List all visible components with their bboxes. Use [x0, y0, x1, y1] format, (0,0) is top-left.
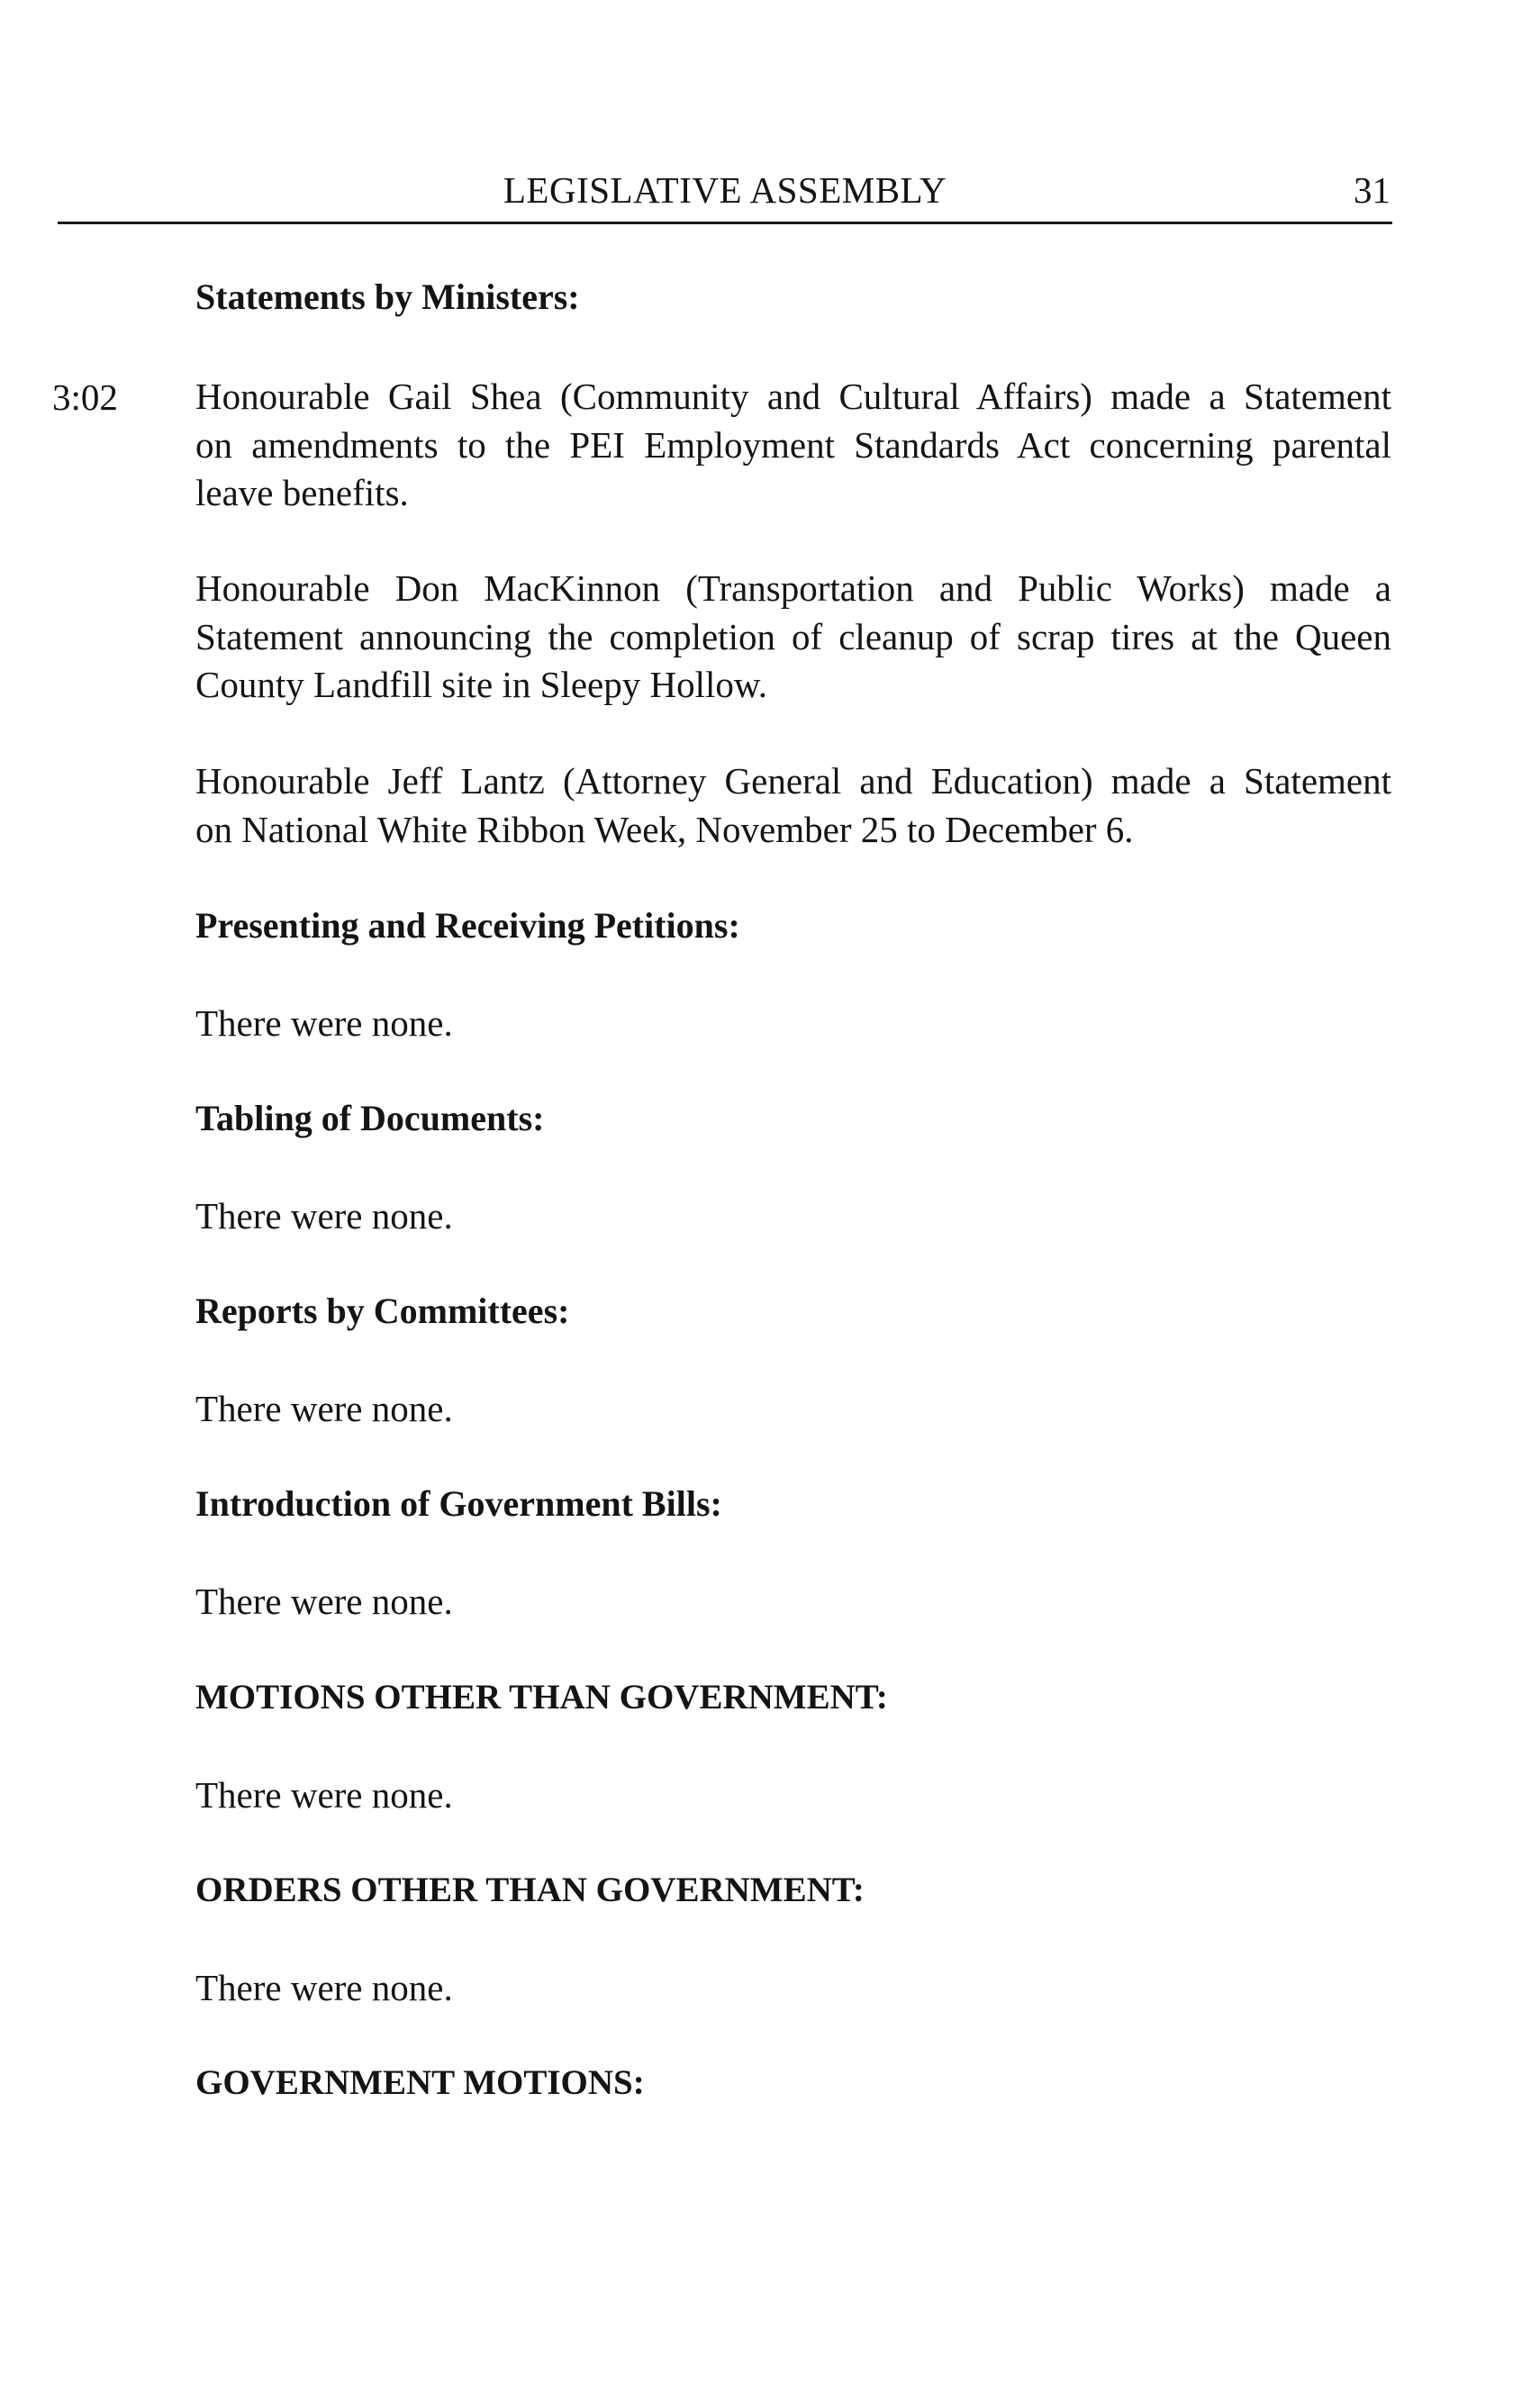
government-bills-text: There were none.: [195, 1581, 453, 1622]
documents-text: There were none.: [195, 1195, 453, 1237]
heading-government-bills: Introduction of Government Bills:: [195, 1483, 722, 1524]
heading-motions-other: MOTIONS OTHER THAN GOVERNMENT:: [195, 1678, 888, 1717]
heading-government-motions: GOVERNMENT MOTIONS:: [195, 2063, 645, 2102]
heading-statements-by-ministers: Statements by Ministers:: [195, 276, 580, 317]
paragraph-line: Honourable Don MacKinnon (Transportation and Public Works) made a: [195, 567, 1391, 609]
paragraph-line: Honourable Jeff Lantz (Attorney General and Education) made a Statement: [195, 760, 1391, 802]
paragraph-line: County Landfill site in Sleepy Hollow.: [195, 664, 768, 705]
paragraph-line: leave benefits.: [195, 472, 409, 513]
page-header-title: LEGISLATIVE ASSEMBLY: [503, 169, 947, 211]
orders-other-text: There were none.: [195, 1967, 453, 2008]
statement-paragraph: [195, 565, 1391, 710]
motions-other-text: There were none.: [195, 1774, 453, 1816]
heading-petitions: Presenting and Receiving Petitions:: [195, 905, 740, 946]
heading-tabling-documents: Tabling of Documents:: [195, 1098, 545, 1138]
page-header: [58, 168, 1392, 224]
heading-orders-other: ORDERS OTHER THAN GOVERNMENT:: [195, 1871, 865, 1909]
page-number: 31: [1354, 169, 1391, 211]
paragraph-line: on National White Ribbon Week, November 25 to December 6.: [195, 808, 1134, 850]
heading-reports-committees: Reports by Committees:: [195, 1291, 570, 1331]
statement-paragraph: [195, 373, 1391, 518]
paragraph-line: Statement announcing the completion of cleanup of scrap tires at the Queen: [195, 615, 1391, 657]
statement-paragraph: [195, 757, 1391, 854]
paragraph-line: Honourable Gail Shea (Community and Cultural Affairs) made a Statement: [195, 376, 1391, 417]
petitions-text: There were none.: [195, 1002, 453, 1044]
time-marker: 3:02: [52, 376, 118, 418]
committees-text: There were none.: [195, 1388, 453, 1429]
paragraph-line: on amendments to the PEI Employment Standards Act concerning parental: [195, 423, 1391, 466]
